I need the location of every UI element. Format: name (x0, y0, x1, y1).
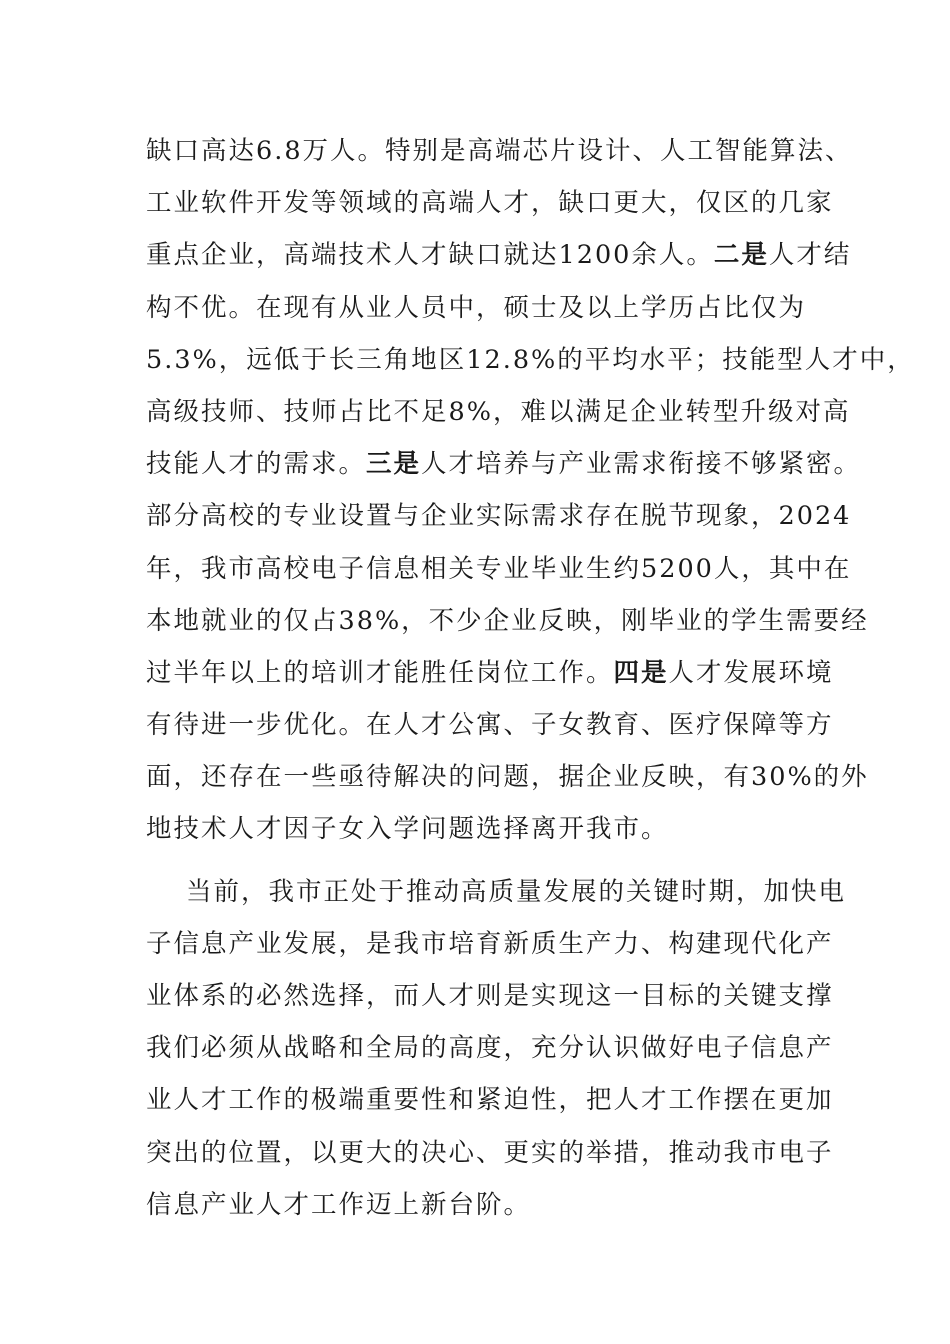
text-segment: 重点企业，高端技术人才缺口就达1200余人。 (146, 240, 714, 271)
text-segment: 人才培养与产业需求衔接不够紧密。 (421, 449, 862, 480)
text-line: 高级技师、技师占比不足8%，难以满足企业转型升级对高 (146, 396, 851, 427)
text-line: 部分高校的专业设置与企业实际需求存在脱节现象，2024 (146, 501, 852, 532)
text-line (146, 438, 862, 490)
text-line: 有待进一步优化。在人才公寓、子女教育、医疗保障等方 (146, 710, 834, 741)
text-line: 本地就业的仅占38%，不少企业反映，刚毕业的学生需要经 (146, 605, 869, 636)
document-body (146, 125, 915, 1231)
text-line: 年，我市高校电子信息相关专业毕业生约5200人，其中在 (146, 553, 852, 584)
text-line: 子信息产业发展，是我市培育新质生产力、构建现代化产 (146, 928, 834, 959)
text-segment: 过半年以上的培训才能胜任岗位工作。 (146, 657, 614, 688)
text-line: 构不优。在现有从业人员中，硕士及以上学历占比仅为 (146, 292, 807, 323)
text-segment: 人才发展环境 (668, 657, 834, 688)
text-line: 缺口高达6.8万人。特别是高端芯片设计、人工智能算法、 (146, 136, 853, 166)
text-segment: 技能人才的需求。 (146, 449, 367, 480)
text-line: 当前，我市正处于推动高质量发展的关键时期，加快电 (186, 876, 847, 907)
text-line (146, 229, 852, 281)
text-segment: 人才结 (768, 240, 852, 271)
keyword-fourth: 四是 (613, 657, 669, 688)
text-line: 业体系的必然选择，而人才则是实现这一目标的关键支撑 (146, 981, 834, 1011)
paragraph-current-situation (146, 866, 847, 1231)
text-line: 业人才工作的极端重要性和紧迫性，把人才工作摆在更加 (146, 1085, 834, 1116)
paragraph-gap (146, 856, 826, 866)
text-line: 地技术人才因子女入学问题选择离开我市。 (146, 814, 669, 845)
text-line: 工业软件开发等领域的高端人才，缺口更大，仅区的几家 (146, 188, 834, 219)
paragraph-talent-issues (146, 125, 915, 856)
keyword-second: 二是 (713, 240, 769, 271)
keyword-third: 三是 (366, 449, 422, 480)
text-line: 我们必须从战略和全局的高度，充分认识做好电子信息产 (146, 1033, 834, 1064)
text-line: 面，还存在一些亟待解决的问题，据企业反映，有30%的外 (146, 762, 869, 793)
text-line (146, 647, 834, 699)
text-line: 突出的位置，以更大的决心、更实的举措，推动我市电子 (146, 1137, 834, 1168)
text-line: 信息产业人才工作迈上新台阶。 (146, 1189, 532, 1220)
text-line: 5.3%，远低于长三角地区12.8%的平均水平；技能型人才中， (146, 344, 915, 375)
